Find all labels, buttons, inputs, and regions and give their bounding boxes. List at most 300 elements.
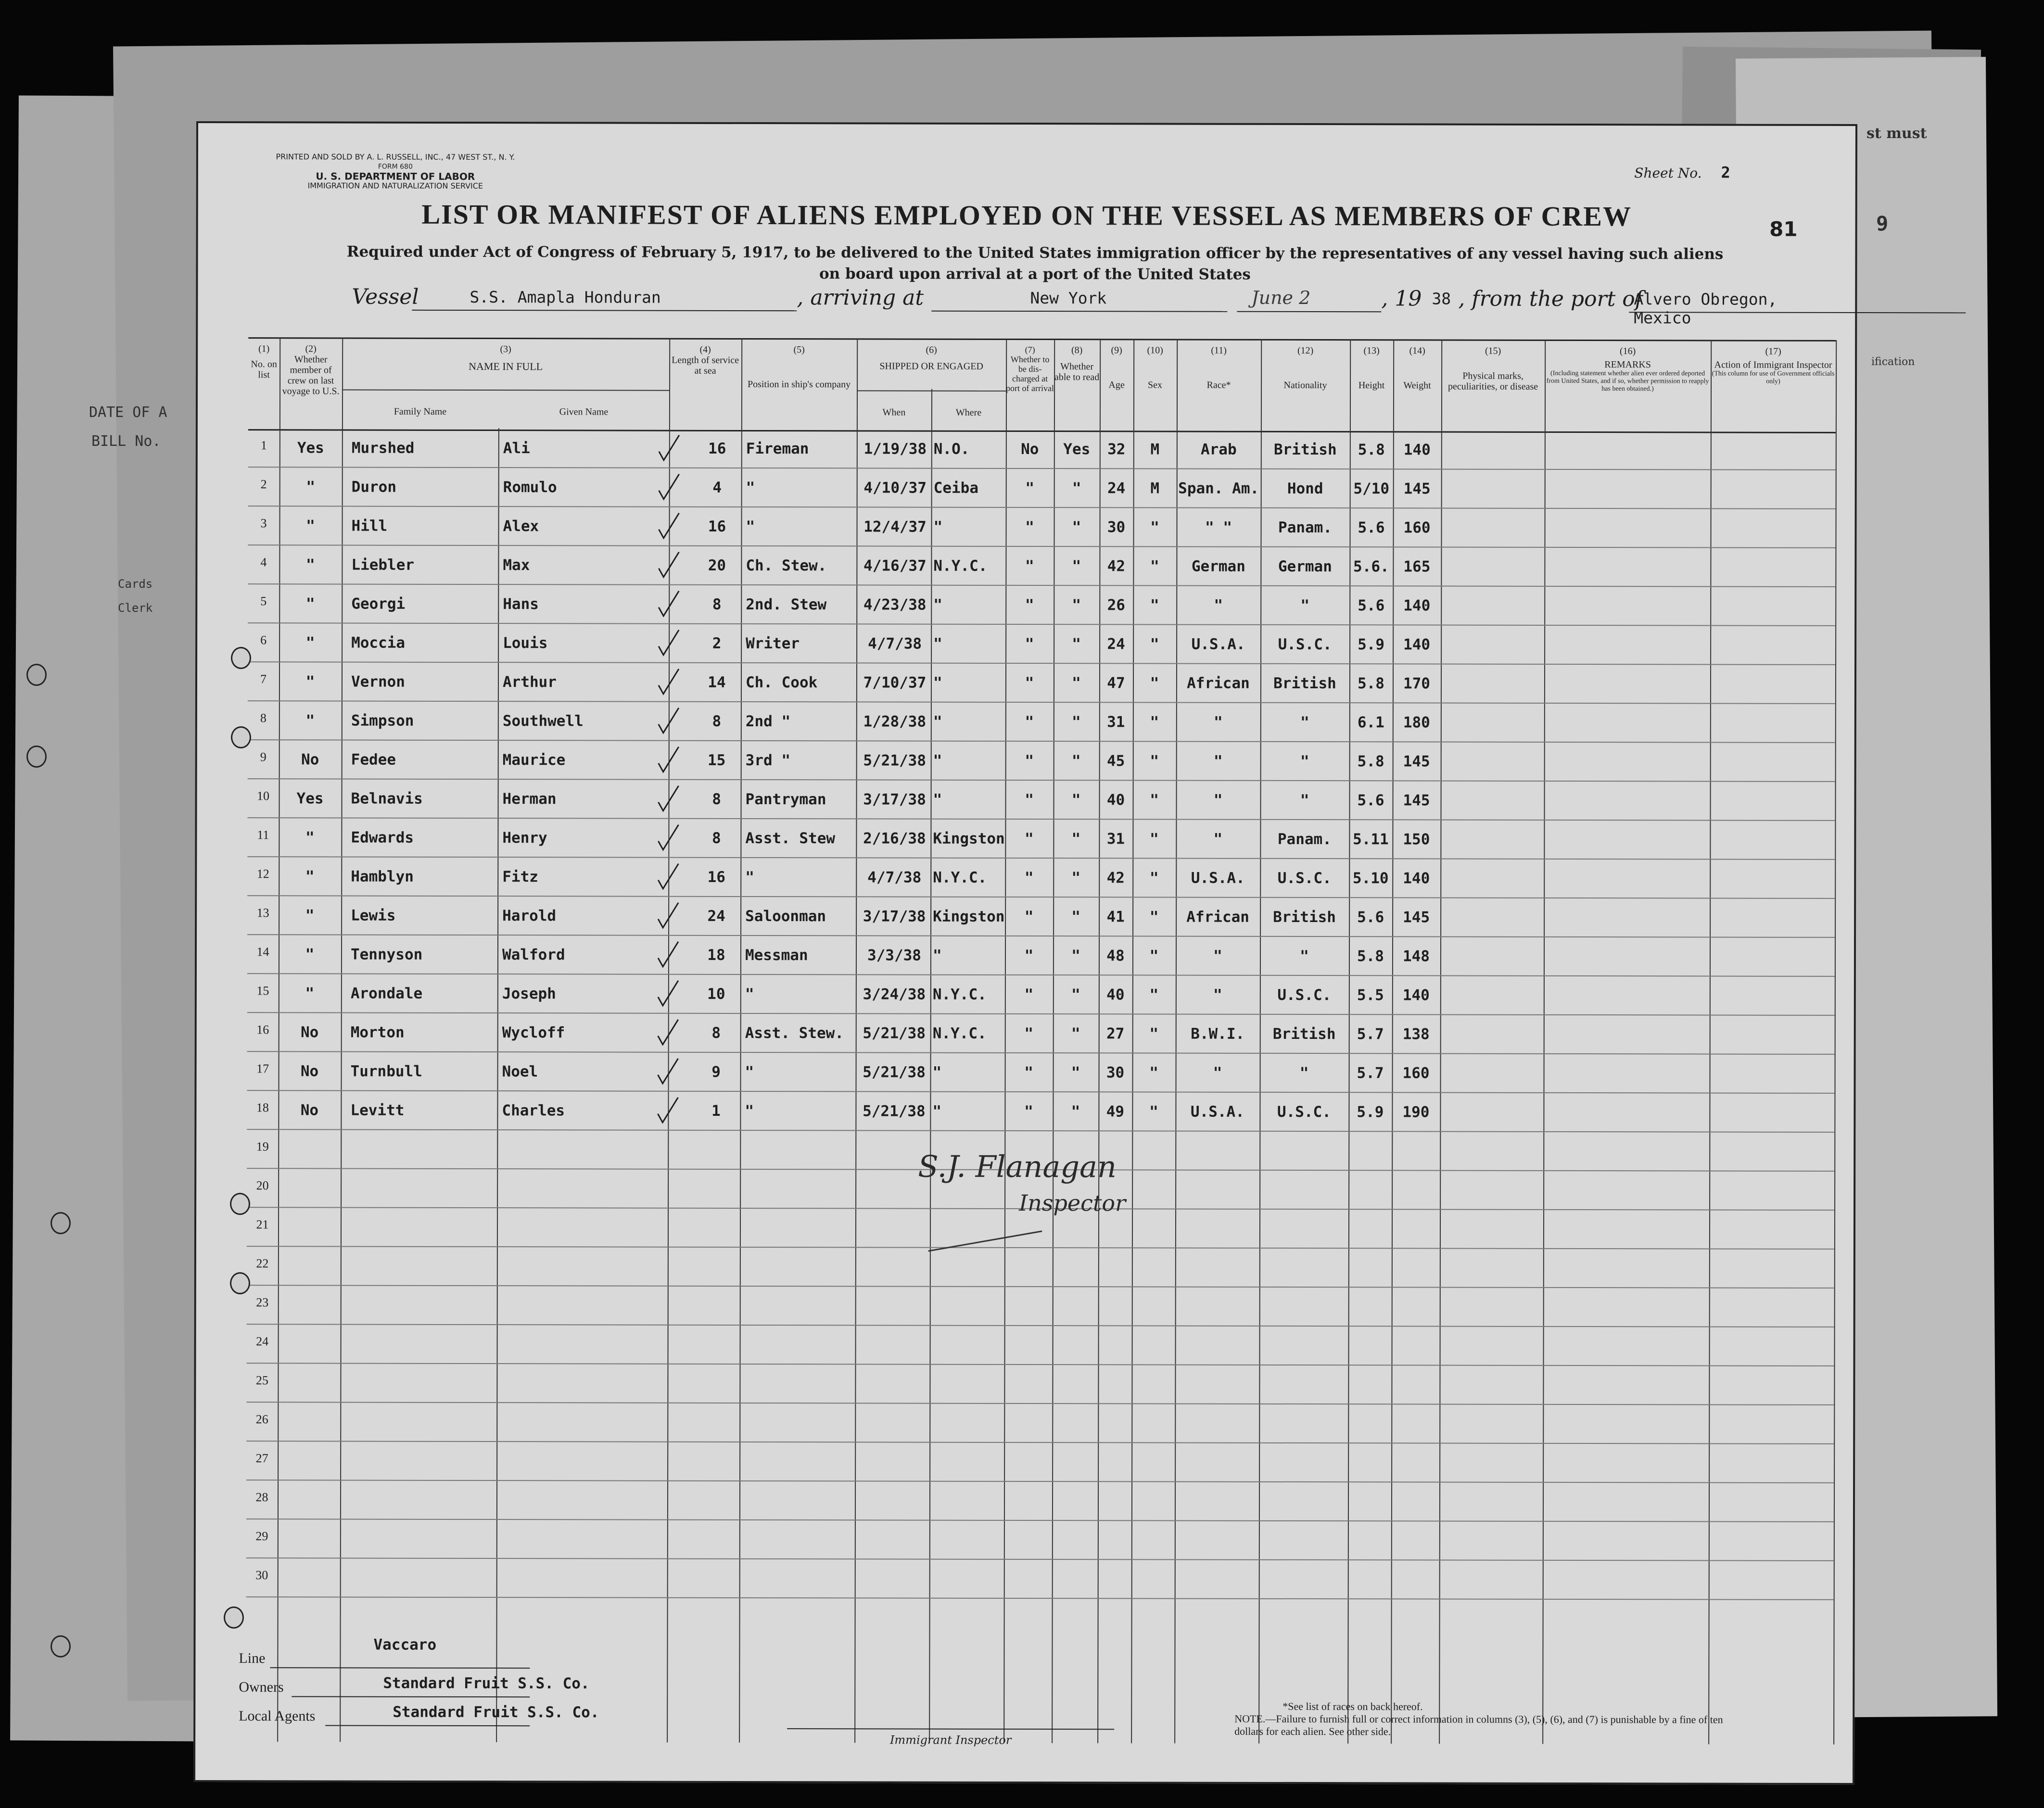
cell-read: " [1071, 908, 1080, 926]
cell-read: " [1072, 557, 1081, 575]
binder-hole [26, 664, 47, 686]
cell-weight: 165 [1403, 558, 1431, 576]
table-row [247, 817, 1835, 860]
cell-when: 7/10/37 [863, 674, 927, 692]
empty-table-row [246, 1479, 1834, 1522]
cell-given: Noel [502, 1063, 538, 1081]
cell-position: Saloonman [745, 907, 826, 925]
cell-sex: " [1150, 518, 1159, 536]
cell-disch: " [1025, 635, 1034, 653]
cell-where: " [933, 596, 942, 614]
footer-note-penalty: NOTE.—Failure to furnish full or correct information in columns (3), (5), (6), and (7) is punishable by a fine of ten dollars for each alien. See other side. [1234, 1712, 1723, 1738]
row-number: 20 [256, 1178, 269, 1193]
cell-prev: " [305, 985, 315, 1002]
cell-service: 8 [712, 712, 722, 730]
printer-imprint [239, 152, 552, 191]
cell-race: African [1186, 908, 1249, 926]
cell-position: Writer [746, 634, 800, 653]
cell-family: Edwards [351, 829, 414, 847]
cell-age: 31 [1107, 713, 1125, 731]
cell-nat: U.S.C. [1277, 986, 1332, 1004]
cell-height: 5.11 [1353, 831, 1389, 848]
cell-age: 30 [1107, 518, 1126, 536]
table-row [248, 622, 1835, 665]
row-number: 8 [260, 711, 267, 725]
cell-when: 4/10/37 [863, 479, 927, 497]
cell-age: 42 [1106, 869, 1125, 887]
cell-position: " [745, 985, 754, 1003]
check-mark-icon [657, 628, 681, 657]
check-mark-icon [656, 1096, 680, 1125]
cell-height: 5.6 [1358, 519, 1385, 537]
cell-race: " [1213, 830, 1223, 848]
header-physical-marks: (15) Physical marks, peculiarities, or disease [1447, 345, 1538, 392]
cell-weight: 140 [1403, 597, 1431, 615]
table-row [247, 973, 1835, 1016]
cell-race: " [1213, 986, 1222, 1004]
cell-disch: " [1024, 986, 1034, 1004]
header-where: Where [955, 407, 982, 418]
cell-sex: " [1149, 986, 1159, 1004]
cell-prev: No [300, 1062, 319, 1080]
header-when: When [882, 407, 906, 418]
cell-sex: " [1150, 596, 1159, 614]
cell-given: Romulo [503, 479, 557, 496]
table-row [247, 1051, 1834, 1094]
cell-race: " [1213, 713, 1223, 731]
row-number: 12 [256, 867, 269, 881]
cell-disch: " [1025, 791, 1034, 809]
row-number: 11 [257, 828, 269, 842]
cell-age: 30 [1106, 1064, 1125, 1082]
check-mark-icon [657, 433, 681, 462]
cell-given: Alex [503, 518, 539, 535]
cell-disch: " [1025, 596, 1034, 614]
row-number: 26 [255, 1412, 268, 1427]
inspector-signature: S.J. Flanagan [918, 1149, 1117, 1185]
cell-given: Maurice [502, 751, 566, 769]
cell-prev: " [305, 946, 315, 963]
cell-sex: " [1149, 1025, 1159, 1043]
row-number: 25 [255, 1373, 268, 1388]
row-number: 4 [260, 555, 267, 569]
cell-read: " [1071, 1103, 1080, 1121]
table-row [247, 895, 1835, 938]
header-sex: (10) Sex [1147, 345, 1163, 391]
cell-when: 5/21/38 [863, 1024, 926, 1042]
cell-position: " [745, 1063, 754, 1081]
cell-where: N.Y.C. [933, 869, 987, 886]
header-remarks: (16) REMARKS (Including statement whether alien ever ordered deported from United States, and if so, whether permission to reapply has been obtained.) [1546, 346, 1709, 393]
table-row [248, 467, 1836, 509]
cell-prev: " [305, 595, 315, 613]
cell-disch: " [1025, 752, 1034, 770]
cell-race: Arab [1200, 441, 1237, 458]
cell-service: 16 [708, 518, 726, 535]
cell-sex: " [1150, 557, 1159, 575]
cell-service: 9 [711, 1063, 721, 1081]
cell-nat: Hond [1287, 480, 1323, 498]
cell-prev: " [306, 478, 316, 496]
cell-prev: " [305, 907, 315, 924]
cell-race: U.S.A. [1191, 869, 1245, 887]
cell-nat: " [1300, 713, 1309, 732]
row-number: 24 [256, 1334, 269, 1349]
cell-age: 40 [1106, 986, 1125, 1004]
from-port: Alvero Obregon, Mexico [1634, 290, 1777, 328]
cell-where: " [933, 752, 942, 770]
table-row [247, 856, 1835, 899]
cell-height: 5.7 [1357, 1025, 1384, 1043]
cell-weight: 145 [1403, 909, 1430, 926]
cell-age: 26 [1107, 596, 1125, 614]
cell-race: Span. Am. [1178, 480, 1259, 497]
cell-sex: " [1149, 1064, 1158, 1082]
cell-given: Herman [502, 790, 557, 808]
cell-weight: 138 [1402, 1025, 1430, 1043]
cell-nat: British [1273, 441, 1337, 459]
cell-sex: " [1150, 635, 1159, 653]
check-mark-icon [656, 901, 680, 930]
cell-read: " [1071, 869, 1081, 887]
row-number: 13 [256, 906, 269, 920]
cell-nat: " [1300, 791, 1309, 809]
row-number: 5 [260, 594, 267, 608]
cell-height: 5.6 [1357, 792, 1384, 809]
cell-position: Asst. Stew. [745, 1024, 844, 1042]
cell-disch: No [1021, 440, 1039, 458]
sheet-number [1634, 163, 1730, 181]
cell-service: 20 [708, 556, 726, 574]
inspector-signature-title: Inspector [1019, 1189, 1126, 1216]
header-length-service: (4) Length of service at sea [672, 344, 739, 376]
cell-given: Southwell [502, 712, 584, 730]
cell-when: 4/7/38 [868, 635, 922, 653]
cell-family: Fedee [351, 751, 396, 769]
cell-height: 5.8 [1358, 441, 1385, 459]
cell-sex: " [1149, 1103, 1158, 1121]
footer-line-value: Vaccaro [373, 1636, 437, 1654]
cell-when: 4/7/38 [867, 869, 922, 886]
table-row [247, 1012, 1835, 1055]
cell-weight: 145 [1403, 753, 1430, 771]
cell-position: Fireman [746, 440, 809, 458]
check-mark-icon [657, 589, 681, 618]
check-mark-icon [656, 1057, 680, 1086]
footer-note [1234, 1700, 1739, 1739]
vessel-label: Vessel [352, 284, 419, 309]
manifest-sheet [193, 121, 1857, 1785]
table-row [248, 700, 1835, 743]
table-row [248, 661, 1835, 704]
check-mark-icon [657, 550, 681, 579]
cell-where: " [933, 791, 942, 809]
table-row [248, 583, 1835, 626]
cell-race: U.S.A. [1191, 635, 1245, 653]
cell-disch: " [1024, 908, 1034, 926]
footer-owners-label: Owners [239, 1679, 284, 1695]
row-number: 22 [256, 1256, 269, 1271]
cell-prev: " [306, 517, 315, 535]
check-mark-icon [656, 823, 680, 852]
row-number: 17 [256, 1062, 269, 1076]
printer-line-3: U. S. DEPARTMENT OF LABOR [316, 170, 475, 183]
cell-where: " [932, 947, 942, 964]
cell-nat: U.S.C. [1278, 635, 1332, 654]
cell-read: " [1071, 1064, 1080, 1082]
binder-hole [231, 726, 251, 748]
check-mark-icon [656, 940, 680, 969]
cell-family: Moccia [351, 634, 406, 652]
cell-family: Murshed [351, 439, 415, 457]
cell-when: 3/24/38 [863, 986, 926, 1003]
check-mark-icon [656, 979, 680, 1008]
cell-disch: " [1025, 713, 1034, 731]
cell-race: " [1213, 1064, 1222, 1082]
cell-position: " [745, 1102, 754, 1120]
row-number: 19 [256, 1139, 269, 1154]
cell-family: Belnavis [351, 790, 423, 808]
cell-age: 41 [1106, 908, 1125, 926]
cell-disch: " [1025, 830, 1034, 848]
cell-weight: 160 [1403, 519, 1431, 537]
cell-service: 18 [707, 946, 725, 964]
side-note-bill: BILL No. [91, 433, 161, 450]
cell-weight: 180 [1403, 714, 1430, 732]
cell-position: Ch. Stew. [746, 556, 827, 575]
row-number: 3 [260, 516, 267, 531]
table-row [247, 934, 1835, 977]
cell-service: 15 [707, 751, 726, 769]
row-number: 23 [256, 1295, 269, 1310]
side-note-cards: Cards [118, 577, 153, 591]
cell-nat: British [1273, 674, 1336, 693]
binder-hole [230, 1193, 250, 1215]
cell-family: Vernon [351, 673, 405, 691]
arrival-date-handwritten: June 2 [1251, 287, 1311, 309]
cell-age: 27 [1106, 1025, 1125, 1043]
cell-sex: " [1149, 947, 1159, 965]
cell-height: 5.10 [1352, 870, 1389, 887]
cell-nat: " [1300, 752, 1309, 771]
cell-read: " [1071, 791, 1081, 809]
cell-nat: U.S.C. [1277, 1103, 1331, 1121]
cell-disch: " [1025, 479, 1035, 497]
cell-height: 5.8 [1357, 675, 1385, 693]
cell-age: 40 [1106, 791, 1125, 809]
binder-hole [224, 1606, 244, 1629]
empty-table-row [246, 1402, 1834, 1444]
cell-read: Yes [1063, 441, 1091, 458]
cell-weight: 150 [1403, 831, 1430, 848]
cell-height: 5.9 [1358, 636, 1385, 654]
year-prefix: , 19 [1381, 286, 1422, 311]
check-mark-icon [657, 784, 681, 813]
cell-given: Walford [502, 946, 565, 964]
cell-when: 3/3/38 [867, 947, 922, 964]
cell-disch: " [1025, 557, 1034, 575]
cell-when: 4/16/37 [863, 557, 927, 575]
cell-height: 5/10 [1353, 480, 1390, 498]
document-title: LIST OR MANIFEST OF ALIENS EMPLOYED ON THE VESSEL AS MEMBERS OF CREW [421, 198, 1632, 232]
cell-service: 8 [712, 790, 721, 808]
cell-given: Hans [503, 595, 539, 613]
binder-hole [26, 746, 47, 768]
cell-weight: 140 [1403, 441, 1431, 459]
cell-read: " [1071, 713, 1081, 731]
cell-given: Ali [503, 440, 530, 457]
footer-agents-value: Standard Fruit S.S. Co. [393, 1703, 599, 1721]
check-mark-icon [656, 862, 680, 891]
cell-family: Turnbull [350, 1062, 422, 1080]
footer-agents-label: Local Agents [239, 1708, 316, 1724]
cell-where: Kingston [933, 830, 1005, 847]
row-number: 9 [260, 750, 267, 764]
cell-family: Lewis [351, 907, 396, 924]
sheet-number-label: Sheet No. [1634, 165, 1702, 181]
table-row [248, 739, 1835, 782]
table-row [247, 1090, 1834, 1133]
cell-when: 1/28/38 [863, 713, 927, 731]
cell-service: 4 [712, 479, 722, 496]
cell-when: 4/23/38 [863, 596, 927, 614]
cell-position: Messman [745, 946, 808, 964]
cell-height: 5.8 [1357, 948, 1384, 965]
cell-position: 2nd. Stew [746, 595, 827, 614]
cell-race: " [1213, 752, 1223, 770]
side-note-must: st must [1866, 125, 1927, 142]
cell-disch: " [1024, 1102, 1033, 1121]
table-row [248, 428, 1836, 470]
side-note-fication: ification [1871, 356, 1915, 368]
cell-sex: " [1150, 713, 1159, 731]
cell-read: " [1071, 830, 1081, 848]
cell-prev: " [305, 673, 315, 691]
cell-sex: " [1150, 791, 1159, 809]
vessel-name: S.S. Amapla Honduran [470, 287, 661, 307]
binder-hole [231, 647, 251, 669]
cell-prev: " [305, 634, 315, 652]
cell-when: 2/16/38 [863, 830, 926, 847]
cell-height: 5.5 [1357, 986, 1384, 1004]
cell-race: " [1213, 791, 1223, 809]
cell-family: Duron [351, 478, 397, 496]
check-mark-icon [657, 472, 681, 501]
cell-given: Fitz [502, 868, 538, 886]
cell-family: Georgi [351, 595, 406, 613]
cell-given: Harold [502, 907, 557, 925]
cell-family: Hill [351, 517, 388, 535]
binder-hole [51, 1635, 71, 1657]
cell-when: 5/21/38 [863, 1063, 926, 1081]
header-able-to-read: (8) Whether able to read [1054, 345, 1100, 383]
cell-nat: Panam. [1278, 518, 1333, 537]
cell-where: N.Y.C. [932, 986, 987, 1003]
cell-service: 16 [707, 868, 725, 886]
row-number: 21 [256, 1217, 269, 1232]
arriving-port: New York [1030, 289, 1107, 308]
cell-family: Hamblyn [351, 868, 414, 885]
cell-weight: 145 [1403, 792, 1430, 809]
cell-sex: " [1150, 830, 1159, 848]
cell-age: 32 [1107, 441, 1126, 458]
cell-prev: " [305, 868, 315, 885]
cell-prev: " [305, 712, 315, 730]
check-mark-icon [657, 511, 681, 540]
arriving-label: , arriving at [797, 285, 924, 310]
cell-disch: " [1024, 869, 1034, 887]
binder-hole [230, 1272, 250, 1294]
cell-family: Morton [350, 1024, 405, 1041]
footer-note-races: *See list of races on back hereof. [1282, 1700, 1423, 1713]
cell-prev: Yes [297, 439, 324, 457]
row-number: 7 [260, 672, 267, 686]
cell-race: German [1191, 557, 1245, 575]
cell-where: N.Y.C. [933, 557, 988, 575]
empty-table-row [247, 1285, 1834, 1328]
cell-where: " [932, 1102, 942, 1120]
header-shipped-engaged: (6) SHIPPED OR ENGAGED [879, 344, 983, 372]
header-inspector-action: (17) Action of Immigrant Inspector (This column for use of Government officials only) [1712, 346, 1835, 385]
row-number: 6 [260, 633, 267, 647]
row-number: 27 [255, 1451, 268, 1466]
cell-read: " [1072, 674, 1081, 692]
cell-family: Tennyson [350, 946, 423, 963]
cell-sex: " [1149, 908, 1159, 926]
cell-sex: M [1150, 441, 1160, 458]
sheet-number-value: 2 [1721, 163, 1730, 182]
vessel-info-line [352, 284, 1833, 328]
row-number: 15 [256, 984, 269, 998]
cell-when: 12/4/37 [863, 518, 927, 536]
cell-family: Arondale [350, 985, 423, 1002]
cell-disch: " [1024, 1063, 1033, 1082]
cell-weight: 148 [1402, 948, 1430, 965]
cell-read: " [1072, 480, 1081, 497]
cell-where: " [933, 635, 942, 653]
cell-given: Henry [502, 829, 547, 847]
cell-prev: No [300, 1101, 319, 1119]
crew-manifest-table [246, 337, 1836, 1745]
cell-position: Pantryman [745, 790, 826, 809]
row-number: 2 [260, 477, 267, 492]
row-number: 28 [255, 1490, 268, 1505]
cell-height: 6.1 [1357, 714, 1384, 732]
table-row [247, 778, 1835, 821]
cell-position: " [746, 518, 755, 536]
cell-nat: " [1299, 1064, 1309, 1082]
cell-service: 16 [708, 440, 726, 457]
cell-when: 3/17/38 [863, 791, 926, 809]
cell-where: " [933, 713, 942, 731]
cell-sex: " [1150, 674, 1159, 692]
empty-table-row [247, 1246, 1834, 1289]
cell-prev: No [301, 1024, 319, 1041]
row-number: 29 [255, 1529, 268, 1543]
cell-age: 47 [1107, 674, 1125, 692]
header-given-name: Given Name [559, 406, 609, 417]
cell-given: Max [503, 556, 530, 574]
cell-prev: No [301, 751, 319, 769]
cell-age: 24 [1107, 480, 1126, 497]
cell-read: " [1071, 947, 1080, 965]
cell-position: Asst. Stew [745, 829, 836, 847]
check-mark-icon [657, 745, 681, 774]
cell-position: " [746, 479, 755, 497]
cell-read: " [1071, 986, 1080, 1004]
cell-service: 8 [711, 1024, 721, 1042]
document-subtitle: Required under Act of Congress of February 5, 1917, to be delivered to the United States immigration officer by the representatives of any vessel having such aliens on board upon arrival at a port of the United States [346, 243, 1724, 283]
